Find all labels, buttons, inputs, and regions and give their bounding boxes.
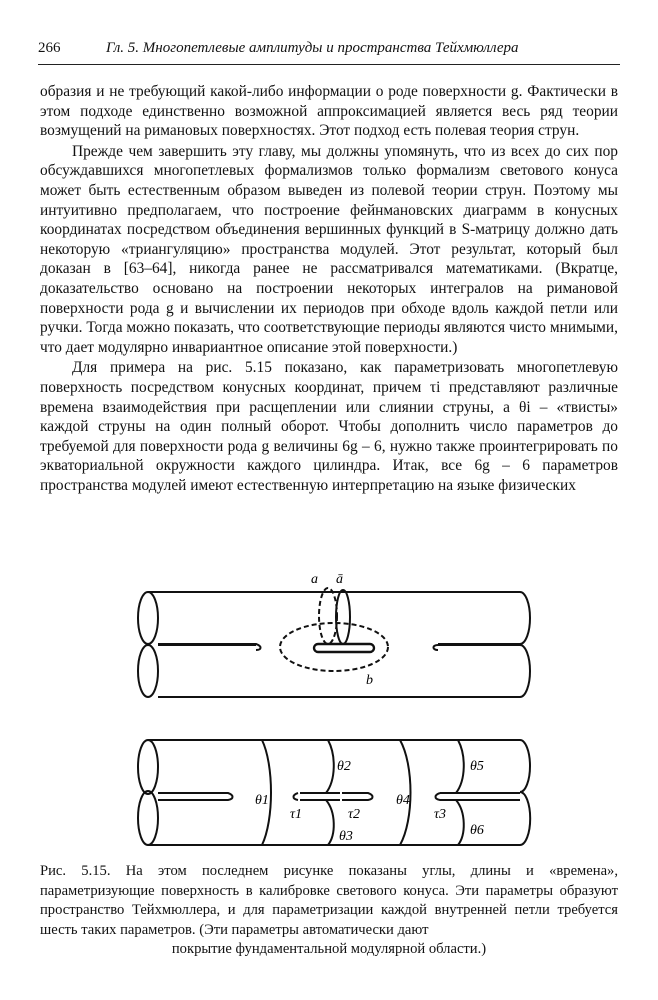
loop-a bbox=[319, 588, 337, 644]
label-tau2: τ2 bbox=[348, 807, 361, 822]
label-theta2: θ2 bbox=[337, 759, 351, 774]
left-upper-tube-end bbox=[138, 592, 158, 644]
bottom-right-ends bbox=[520, 740, 530, 845]
paragraph-3: Для примера на рис. 5.15 показано, как параметризовать многопетлевую поверхность посредством конусных координат, причем τi представляют различные времена взаимодействия при расщеплении или слиянии струны, а θi – «твисты» каждой струны на один полный оборот. Чтобы дополнить число параметров до требуемой для поверхности рода g величины 6g – 6, нужно также проинтегрировать по экваториальной окружности каждого цилиндра. Итак, все 6g – 6 параметров пространства модулей имеют естественную интерпретацию на языке физических bbox=[40, 359, 618, 494]
label-theta4: θ4 bbox=[396, 793, 410, 808]
lower-tube-top-right bbox=[434, 645, 521, 650]
label-a: a bbox=[311, 572, 318, 587]
slit-mid-left-end bbox=[294, 793, 299, 800]
caption-last-line: покрытие фундаментальной модулярной области.) bbox=[171, 941, 487, 957]
running-title: Гл. 5. Многопетлевые амплитуды и пространства Тейхмюллера bbox=[106, 40, 519, 56]
label-theta1: θ1 bbox=[255, 793, 269, 808]
handle-slot bbox=[314, 644, 374, 652]
caption-text: На этом последнем рисунке показаны углы, длины и «времена», параметризующие поверхность в калибровке светового конуса. Эти параметры образуют пространство Тейхмюллера, и для параметризации каждой внутренней петли требуется шесть таких параметров. (Эти параметры автоматически дают bbox=[40, 863, 618, 938]
label-tau1: τ1 bbox=[290, 807, 303, 822]
bottom-left-upper-end bbox=[138, 740, 158, 794]
cut-theta2 bbox=[326, 740, 334, 793]
label-a-bar: ā bbox=[336, 572, 343, 587]
slit-mid-left bbox=[300, 793, 340, 800]
page-number: 266 bbox=[38, 40, 61, 56]
slit-left bbox=[158, 793, 233, 800]
paragraph-2: Прежде чем завершить эту главу, мы должны упомянуть, что из всех до сих пор обсуждавшихся многопетлевых формализмов только формализм светового конуса может быть естественным образом выведен из полевой теории струн. Поэтому мы интуитивно предполагаем, что построение фейнмановских диаграмм в конусных координатах посредством объединения вершинных функций в S-матрицу должно дать некоторую «триангуляцию» пространства модулей. Этот результат, который был доказан в [63–64], никогда ранее не рассматривался математиками. (Вкратце, доказательство основано на построении некоторых интегралов на римановой поверхности рода g и вычислении их периодов при обходе вдоль каждой петли или ручки. Тогда можно показать, что соответствующие периоды являются чисто мнимыми, что дает модулярно инвариантное описание этой поверхности.) bbox=[40, 142, 618, 356]
slit-right bbox=[436, 793, 521, 800]
label-b: b bbox=[366, 673, 373, 688]
top-surface-diagram bbox=[138, 588, 530, 697]
label-tau3: τ3 bbox=[434, 807, 447, 822]
cut-theta3 bbox=[326, 800, 334, 845]
caption-label: Рис. 5.15. bbox=[40, 863, 111, 879]
figure-caption bbox=[40, 862, 618, 960]
label-theta3: θ3 bbox=[339, 829, 353, 844]
bottom-left-lower-end bbox=[138, 791, 158, 845]
cut-theta5 bbox=[456, 740, 464, 793]
cut-theta6 bbox=[456, 800, 464, 845]
loop-b bbox=[280, 623, 388, 671]
left-lower-tube-end bbox=[138, 645, 158, 697]
label-theta6: θ6 bbox=[470, 823, 484, 838]
slit-mid-right-end bbox=[342, 793, 373, 800]
upper-tube-right-end bbox=[438, 592, 530, 644]
paragraph-1: образия и не требующий какой-либо информации о роде поверхности g. Фактически в этом подходе единственно возможной аппроксимацией является весь ряд теории возмущений на римановых поверхностях. Этот подход есть полевая теория струн. bbox=[40, 83, 618, 140]
label-theta5: θ5 bbox=[470, 759, 484, 774]
loop-a-bar bbox=[336, 590, 350, 644]
